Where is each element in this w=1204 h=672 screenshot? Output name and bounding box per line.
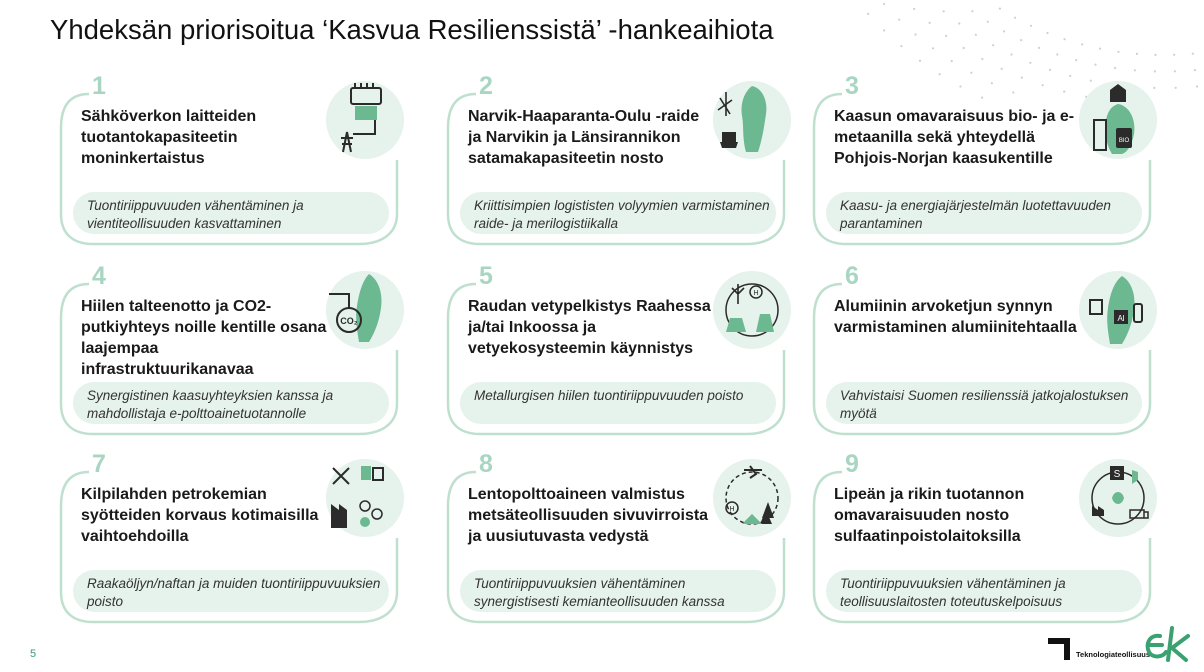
card-description-pill	[826, 192, 1142, 234]
decorative-dot	[1081, 43, 1083, 45]
ek-logo-icon	[1142, 624, 1194, 664]
decorative-dot	[1064, 38, 1066, 40]
decorative-dot	[900, 45, 902, 47]
card-description: Kaasu- ja energiajärjestelmän luotettavuuden parantaminen	[840, 198, 1111, 231]
priority-card-9	[812, 450, 1182, 630]
card-description-pill	[826, 570, 1142, 612]
priority-card-5	[446, 262, 816, 442]
decorative-dot	[1030, 25, 1032, 27]
priority-card-7	[59, 450, 429, 630]
card-description-pill	[460, 570, 776, 612]
svg-text:Al: Al	[1117, 314, 1125, 323]
decorative-dot	[1099, 48, 1101, 50]
card-description-pill	[73, 382, 389, 424]
decorative-dot	[1038, 47, 1040, 49]
priority-card-8	[446, 450, 816, 630]
decorative-dot	[1094, 64, 1096, 66]
decorative-dot	[1173, 54, 1175, 56]
decorative-dot	[971, 10, 973, 12]
decorative-dot	[914, 33, 916, 35]
decorative-dot	[992, 44, 994, 46]
priority-card-4	[59, 262, 429, 442]
svg-text:S: S	[1113, 469, 1121, 480]
decorative-dot	[883, 3, 885, 5]
card-title: Hiilen talteenotto ja CO2-putkiyhteys noille kentille osana laajempaa infrastruktuurikanavaa	[81, 298, 327, 378]
card-description-pill	[460, 382, 776, 424]
card-title: Lipeän ja rikin tuotannon omavaraisuuden nosto sulfaatinpoistolaitoksilla	[834, 486, 1025, 545]
decorative-dot	[913, 8, 915, 10]
page-title: Yhdeksän priorisoitua ‘Kasvua Resilienssistä’ -hankeaihiota	[50, 14, 774, 45]
sulfur-cycle-icon	[1078, 458, 1158, 538]
priority-card-2	[446, 72, 816, 252]
decorative-dot	[1046, 32, 1048, 34]
card-number: 4	[92, 262, 106, 290]
card-number: 9	[845, 450, 859, 478]
card-number: 3	[845, 72, 859, 100]
decorative-dot	[1117, 51, 1119, 53]
card-description: Metallurgisen hiilen tuontiriippuvuuden poisto	[474, 388, 744, 403]
card-number: 8	[479, 450, 493, 478]
decorative-dot	[1029, 62, 1031, 64]
card-title: Narvik-Haaparanta-Oulu -raide ja Narvikin ja Länsirannikon satamakapasiteetin nosto	[468, 108, 700, 167]
decorative-dot	[1075, 59, 1077, 61]
card-description: Tuontiriippuvuuksien vähentäminen ja teollisuuslaitosten toteutuskelpoisuus	[840, 576, 1066, 609]
decorative-dot	[929, 22, 931, 24]
decorative-dot	[981, 58, 983, 60]
card-title: Alumiinin arvoketjun synnyn varmistaminen alumiinitehtaalla	[834, 298, 1077, 336]
decorative-dot	[867, 13, 869, 15]
decorative-dot	[1020, 39, 1022, 41]
decorative-dot	[939, 73, 941, 75]
co2-capture-icon	[325, 270, 405, 350]
card-number: 5	[479, 262, 493, 290]
slide-number: 5	[30, 648, 37, 660]
decorative-dot	[1192, 53, 1194, 55]
decorative-dot	[970, 72, 972, 74]
map-rail-port-icon	[712, 80, 792, 160]
decorative-dot	[987, 21, 989, 23]
teknologiateollisuus-logo-text: Teknologiateollisuus	[1076, 650, 1151, 659]
svg-text:BIO: BIO	[1118, 138, 1130, 144]
card-description: Synergistinen kaasuyhteyksien kanssa ja mahdollistaja e-polttoainetuotannolle	[87, 388, 334, 421]
decorative-dot	[932, 47, 934, 49]
card-description-pill	[826, 382, 1142, 424]
decorative-dot	[1134, 69, 1136, 71]
decorative-dot	[1114, 67, 1116, 69]
svg-text:CO₂: CO₂	[340, 316, 358, 326]
card-number: 1	[92, 72, 106, 100]
decorative-dot	[1014, 17, 1016, 19]
card-title: Sähköverkon laitteiden tuotantokapasiteetin moninkertaistus	[81, 108, 257, 167]
decorative-dot	[883, 29, 885, 31]
decorative-dot	[943, 10, 945, 12]
priority-card-3	[812, 72, 1182, 252]
decorative-dot	[1003, 30, 1005, 32]
petrochemical-icon	[325, 458, 405, 538]
decorative-dot	[1056, 53, 1058, 55]
decorative-dot	[951, 60, 953, 62]
power-grid-icon	[325, 80, 405, 160]
card-title: Lentopolttoaineen valmistus metsäteollisuuden sivuvirroista ja uusiutuvasta vedystä	[468, 486, 709, 545]
card-description: Raakaöljyn/naftan ja muiden tuontiriippuvuuksien poisto	[87, 576, 381, 609]
aluminium-icon	[1078, 270, 1158, 350]
card-description-pill	[73, 192, 389, 234]
card-title: Kaasun omavaraisuus bio- ja e-metaanilla sekä yhteydellä Pohjois-Norjan kaasukentille	[834, 108, 1075, 167]
svg-text:H: H	[729, 506, 735, 513]
decorative-dot	[963, 47, 965, 49]
decorative-dot	[1010, 53, 1012, 55]
decorative-dot	[958, 22, 960, 24]
card-description: Vahvistaisi Suomen resilienssiä jatkojalostuksen myötä	[840, 388, 1129, 421]
decorative-dot	[975, 34, 977, 36]
decorative-dot	[1174, 70, 1176, 72]
card-description-pill	[73, 570, 389, 612]
decorative-dot	[1154, 70, 1156, 72]
biogas-icon	[1078, 80, 1158, 160]
decorative-dot	[1154, 54, 1156, 56]
decorative-dot	[1001, 68, 1003, 70]
teknologiateollisuus-logo-icon	[1048, 634, 1074, 660]
aviation-fuel-icon	[712, 458, 792, 538]
priority-card-1	[59, 72, 429, 252]
card-number: 6	[845, 262, 859, 290]
decorative-dot	[999, 8, 1001, 10]
svg-text:H: H	[753, 290, 759, 297]
decorative-dot	[1049, 69, 1051, 71]
card-description: Tuontiriippuvuuden vähentäminen ja vientiteollisuuden kasvattaminen	[87, 198, 304, 231]
card-number: 7	[92, 450, 106, 478]
decorative-dot	[1194, 69, 1196, 71]
decorative-dot	[898, 19, 900, 21]
card-title: Kilpilahden petrokemian syötteiden korvaus kotimaisilla vaihtoehdoilla	[81, 486, 319, 545]
card-number: 2	[479, 72, 493, 100]
hydrogen-steel-icon	[712, 270, 792, 350]
decorative-dot	[1136, 53, 1138, 55]
priority-card-6	[812, 262, 1182, 442]
card-title: Raudan vetypelkistys Raahessa ja/tai Inkoossa ja vetyekosysteemin käynnistys	[468, 298, 711, 357]
card-description: Tuontiriippuvuuksien vähentäminen synergistisesti kemianteollisuuden kanssa	[474, 576, 725, 609]
decorative-dot	[945, 35, 947, 37]
card-description-pill	[460, 192, 776, 234]
decorative-dot	[1196, 85, 1198, 87]
decorative-dot	[919, 60, 921, 62]
card-description: Kriittisimpien logististen volyymien varmistaminen raide- ja merilogistiikalla	[474, 198, 770, 231]
